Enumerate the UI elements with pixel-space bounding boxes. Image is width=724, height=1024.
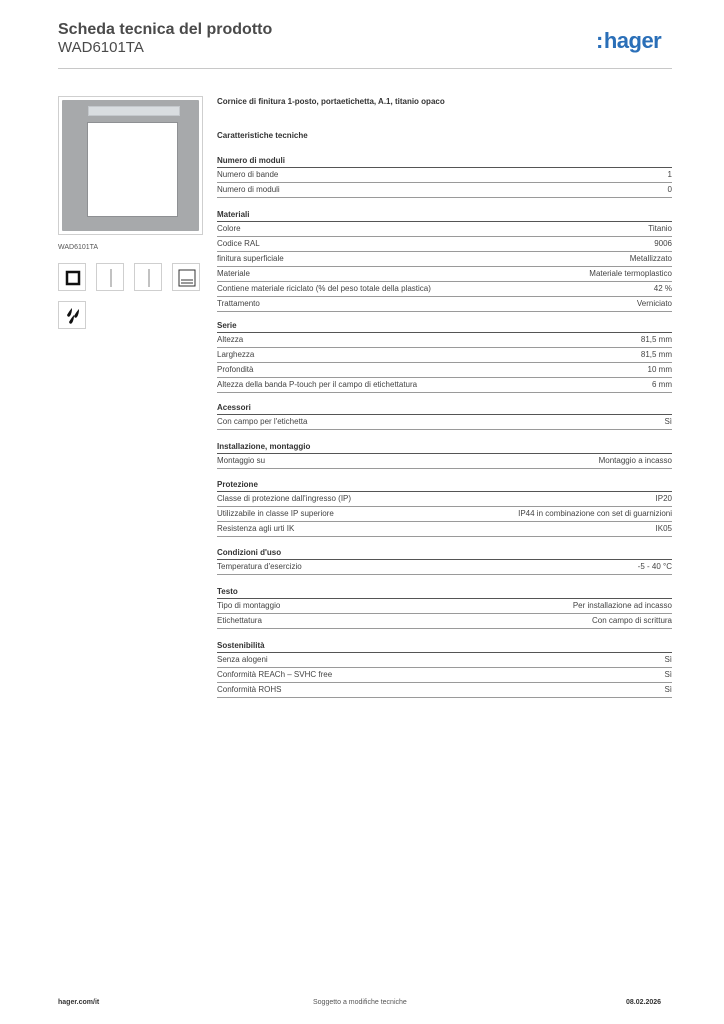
product-code: WAD6101TA: [58, 39, 144, 56]
section-materiali: [217, 209, 672, 312]
spec-row: Altezza 81,5 mm: [217, 333, 672, 348]
spec-row: Numero di bande 1: [217, 168, 672, 183]
footer-date: 08.02.2026: [626, 999, 662, 1006]
spec-row: Con campo per l'etichetta Sì: [217, 415, 672, 430]
spec-row: Colore Titanio: [217, 222, 672, 237]
footer-website[interactable]: hager.com/it: [58, 999, 100, 1006]
section-moduli: [217, 155, 672, 198]
section-testo: [217, 586, 672, 629]
section-condizioni: [217, 547, 672, 575]
section-title: Condizioni d'uso: [217, 547, 672, 560]
image-caption: WAD6101TA: [58, 244, 99, 251]
single-line-icon: [96, 263, 124, 291]
section-protezione: [217, 479, 672, 537]
section-title: Numero di moduli: [217, 155, 672, 168]
section-title: Protezione: [217, 479, 672, 492]
spec-row: Resistenza agli urti IK IK05: [217, 522, 672, 537]
spec-row: Numero di moduli 0: [217, 183, 672, 198]
product-image: [58, 96, 203, 235]
page-title: Scheda tecnica del prodotto: [58, 21, 273, 38]
spec-row: Conformità ROHS Sì: [217, 683, 672, 698]
square-frame-icon: [58, 263, 86, 291]
hager-logo: :hager: [596, 28, 662, 53]
cover-frame: [62, 100, 199, 231]
double-line-icon: [134, 263, 162, 291]
section-installazione: [217, 441, 672, 469]
spec-row: finitura superficiale Metallizzato: [217, 252, 672, 267]
spec-row: Montaggio su Montaggio a incasso: [217, 454, 672, 469]
spec-row: Profondità 10 mm: [217, 363, 672, 378]
spec-row: Temperatura d'esercizio -5 - 40 °C: [217, 560, 672, 575]
spec-row: Altezza della banda P-touch per il campo di etichettatura 6 mm: [217, 378, 672, 393]
section-title: Testo: [217, 586, 672, 599]
footer-note: Soggetto a modifiche tecniche: [313, 999, 407, 1006]
characteristics-title: Caratteristiche tecniche: [217, 131, 308, 140]
spec-row: Tipo di montaggio Per installazione ad incasso: [217, 599, 672, 614]
label-holder-strip: [88, 106, 180, 116]
spec-row: Classe di protezione dall'ingresso (IP) IP20: [217, 492, 672, 507]
label-holder-icon: [172, 263, 200, 291]
spec-row: Senza alogeni Sì: [217, 653, 672, 668]
section-title: Acessori: [217, 402, 672, 415]
spec-row: Larghezza 81,5 mm: [217, 348, 672, 363]
spec-row: Etichettatura Con campo di scrittura: [217, 614, 672, 629]
spec-row: Trattamento Verniciato: [217, 297, 672, 312]
spec-row: Conformità REACh – SVHC free Sì: [217, 668, 672, 683]
product-description: Cornice di finitura 1-posto, portaetichetta, A.1, titanio opaco: [217, 97, 445, 106]
spec-row: Materiale Materiale termoplastico: [217, 267, 672, 282]
section-title: Serie: [217, 320, 672, 333]
section-title: Sostenibilità: [217, 640, 672, 653]
section-serie: [217, 320, 672, 393]
section-title: Materiali: [217, 209, 672, 222]
spec-row: Contiene materiale riciclato (% del peso totale della plastica) 42 %: [217, 282, 672, 297]
spec-row: Utilizzabile in classe IP superiore IP44 in combinazione con set di guarnizioni: [217, 507, 672, 522]
section-accessori: [217, 402, 672, 430]
section-sostenibilita: [217, 640, 672, 698]
header-divider: [58, 68, 672, 69]
water-drops-icon: [58, 301, 86, 329]
frame-opening: [87, 122, 178, 217]
section-title: Installazione, montaggio: [217, 441, 672, 454]
spec-row: Codice RAL 9006: [217, 237, 672, 252]
